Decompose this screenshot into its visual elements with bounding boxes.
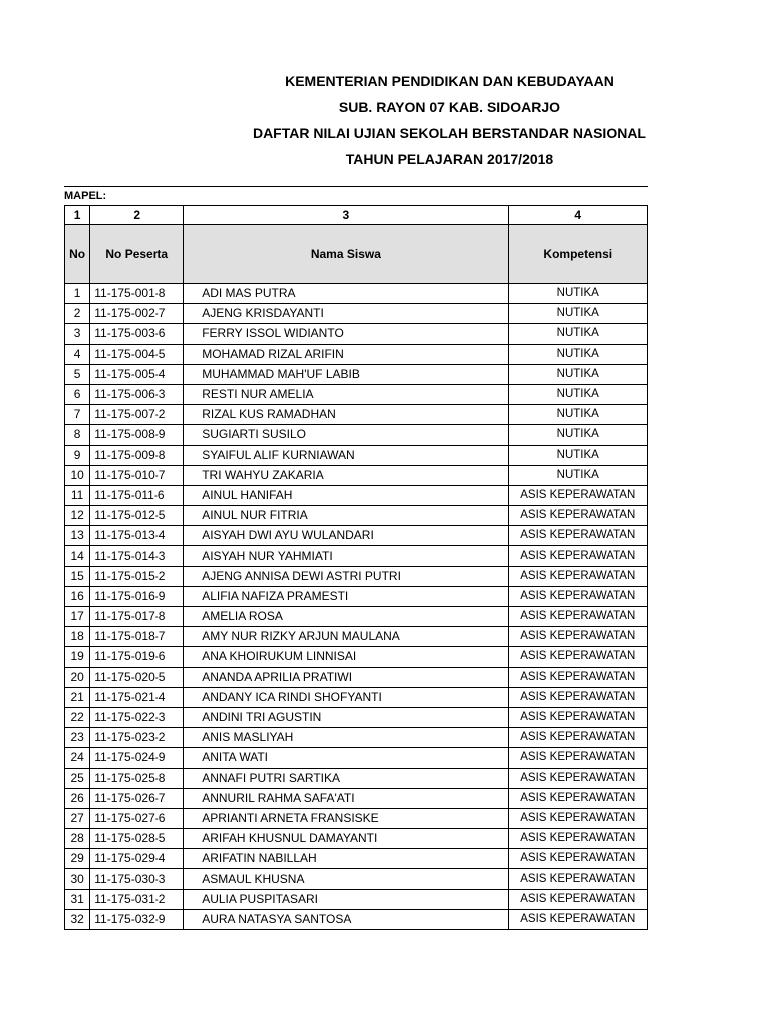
cell-no: 7 bbox=[65, 405, 90, 425]
cell-nama-siswa: ANIS MASLIYAH bbox=[184, 728, 508, 748]
cell-nama-siswa: ANDANY ICA RINDI SHOFYANTI bbox=[184, 687, 508, 707]
cell-nama-siswa: AMELIA ROSA bbox=[184, 607, 508, 627]
table-row bbox=[65, 344, 648, 364]
cell-nama-siswa: AURA NATASYA SANTOSA bbox=[184, 909, 508, 929]
table-row bbox=[65, 364, 648, 384]
cell-no: 2 bbox=[65, 304, 90, 324]
list-title: DAFTAR NILAI UJIAN SEKOLAH BERSTANDAR NASIONAL bbox=[252, 125, 646, 141]
cell-nama-siswa: APRIANTI ARNETA FRANSISKE bbox=[184, 808, 508, 828]
cell-nama-siswa: SUGIARTI SUSILO bbox=[184, 425, 508, 445]
cell-no: 22 bbox=[65, 707, 90, 727]
cell-no: 10 bbox=[65, 465, 90, 485]
cell-no: 1 bbox=[65, 284, 90, 304]
table-row bbox=[65, 526, 648, 546]
cell-kompetensi: NUTIKA bbox=[508, 364, 647, 384]
cell-no: 20 bbox=[65, 667, 90, 687]
academic-year-title: TAHUN PELAJARAN 2017/2018 bbox=[345, 151, 554, 167]
cell-nama-siswa: ADI MAS PUTRA bbox=[184, 284, 508, 304]
table-row bbox=[65, 384, 648, 404]
cell-no-peserta: 11-175-024-9 bbox=[90, 748, 184, 768]
cell-kompetensi: ASIS KEPERAWATAN bbox=[508, 627, 647, 647]
table-row bbox=[65, 889, 648, 909]
cell-no: 19 bbox=[65, 647, 90, 667]
cell-nama-siswa: MOHAMAD RIZAL ARIFIN bbox=[184, 344, 508, 364]
table-row bbox=[65, 465, 648, 485]
cell-no: 12 bbox=[65, 506, 90, 526]
cell-no-peserta: 11-175-016-9 bbox=[90, 586, 184, 606]
table-row bbox=[65, 748, 648, 768]
cell-kompetensi: ASIS KEPERAWATAN bbox=[508, 829, 647, 849]
cell-nama-siswa: AINUL HANIFAH bbox=[184, 485, 508, 505]
cell-no: 21 bbox=[65, 687, 90, 707]
cell-nama-siswa: TRI WAHYU ZAKARIA bbox=[184, 465, 508, 485]
cell-no-peserta: 11-175-009-8 bbox=[90, 445, 184, 465]
cell-no-peserta: 11-175-004-5 bbox=[90, 344, 184, 364]
column-number-row bbox=[65, 206, 648, 225]
cell-kompetensi: ASIS KEPERAWATAN bbox=[508, 707, 647, 727]
cell-no: 5 bbox=[65, 364, 90, 384]
table-row bbox=[65, 425, 648, 445]
cell-kompetensi: NUTIKA bbox=[508, 384, 647, 404]
cell-no: 25 bbox=[65, 768, 90, 788]
cell-no-peserta: 11-175-017-8 bbox=[90, 607, 184, 627]
cell-kompetensi: ASIS KEPERAWATAN bbox=[508, 788, 647, 808]
cell-no-peserta: 11-175-015-2 bbox=[90, 566, 184, 586]
cell-no: 26 bbox=[65, 788, 90, 808]
cell-kompetensi: NUTIKA bbox=[508, 284, 647, 304]
cell-no-peserta: 11-175-019-6 bbox=[90, 647, 184, 667]
cell-kompetensi: NUTIKA bbox=[508, 465, 647, 485]
cell-no: 31 bbox=[65, 889, 90, 909]
cell-nama-siswa: AULIA PUSPITASARI bbox=[184, 889, 508, 909]
cell-no: 18 bbox=[65, 627, 90, 647]
cell-kompetensi: ASIS KEPERAWATAN bbox=[508, 849, 647, 869]
cell-no-peserta: 11-175-018-7 bbox=[90, 627, 184, 647]
cell-nama-siswa: RIZAL KUS RAMADHAN bbox=[184, 405, 508, 425]
table-row bbox=[65, 485, 648, 505]
table-row bbox=[65, 768, 648, 788]
cell-kompetensi: ASIS KEPERAWATAN bbox=[508, 768, 647, 788]
ministry-title: KEMENTERIAN PENDIDIKAN DAN KEBUDAYAAN bbox=[285, 73, 614, 89]
cell-no: 30 bbox=[65, 869, 90, 889]
cell-no-peserta: 11-175-007-2 bbox=[90, 405, 184, 425]
column-number: 1 bbox=[65, 206, 90, 225]
cell-nama-siswa: FERRY ISSOL WIDIANTO bbox=[184, 324, 508, 344]
cell-kompetensi: NUTIKA bbox=[508, 405, 647, 425]
cell-nama-siswa: ANANDA APRILIA PRATIWI bbox=[184, 667, 508, 687]
cell-no: 24 bbox=[65, 748, 90, 768]
table-row bbox=[65, 405, 648, 425]
cell-no: 29 bbox=[65, 849, 90, 869]
cell-nama-siswa: ARIFATIN NABILLAH bbox=[184, 849, 508, 869]
cell-no: 8 bbox=[65, 425, 90, 445]
cell-no-peserta: 11-175-001-8 bbox=[90, 284, 184, 304]
cell-no-peserta: 11-175-013-4 bbox=[90, 526, 184, 546]
cell-no-peserta: 11-175-029-4 bbox=[90, 849, 184, 869]
table-row bbox=[65, 284, 648, 304]
column-number: 2 bbox=[90, 206, 184, 225]
cell-nama-siswa: AMY NUR RIZKY ARJUN MAULANA bbox=[184, 627, 508, 647]
cell-no-peserta: 11-175-014-3 bbox=[90, 546, 184, 566]
cell-kompetensi: ASIS KEPERAWATAN bbox=[508, 566, 647, 586]
cell-kompetensi: NUTIKA bbox=[508, 445, 647, 465]
cell-kompetensi: ASIS KEPERAWATAN bbox=[508, 506, 647, 526]
column-header-row bbox=[65, 225, 648, 284]
cell-nama-siswa: AJENG ANNISA DEWI ASTRI PUTRI bbox=[184, 566, 508, 586]
cell-nama-siswa: ANNAFI PUTRI SARTIKA bbox=[184, 768, 508, 788]
cell-no-peserta: 11-175-031-2 bbox=[90, 889, 184, 909]
cell-nama-siswa: ANNURIL RAHMA SAFA'ATI bbox=[184, 788, 508, 808]
cell-nama-siswa: ANITA WATI bbox=[184, 748, 508, 768]
cell-nama-siswa: SYAIFUL ALIF KURNIAWAN bbox=[184, 445, 508, 465]
cell-kompetensi: ASIS KEPERAWATAN bbox=[508, 586, 647, 606]
cell-no-peserta: 11-175-012-5 bbox=[90, 506, 184, 526]
cell-no-peserta: 11-175-011-6 bbox=[90, 485, 184, 505]
cell-no-peserta: 11-175-032-9 bbox=[90, 909, 184, 929]
cell-no-peserta: 11-175-020-5 bbox=[90, 667, 184, 687]
table-row bbox=[65, 829, 648, 849]
sub-rayon-title: SUB. RAYON 07 KAB. SIDOARJO bbox=[338, 99, 561, 115]
cell-no: 6 bbox=[65, 384, 90, 404]
table-row bbox=[65, 304, 648, 324]
table-row bbox=[65, 808, 648, 828]
table-row bbox=[65, 707, 648, 727]
cell-nama-siswa: AISYAH DWI AYU WULANDARI bbox=[184, 526, 508, 546]
column-number: 4 bbox=[508, 206, 647, 225]
cell-no: 23 bbox=[65, 728, 90, 748]
cell-no-peserta: 11-175-021-4 bbox=[90, 687, 184, 707]
cell-kompetensi: ASIS KEPERAWATAN bbox=[508, 485, 647, 505]
table-row bbox=[65, 586, 648, 606]
cell-no: 4 bbox=[65, 344, 90, 364]
header-no-peserta: No Peserta bbox=[90, 225, 184, 284]
cell-no: 9 bbox=[65, 445, 90, 465]
cell-kompetensi: ASIS KEPERAWATAN bbox=[508, 748, 647, 768]
cell-no-peserta: 11-175-025-8 bbox=[90, 768, 184, 788]
cell-no-peserta: 11-175-022-3 bbox=[90, 707, 184, 727]
cell-no-peserta: 11-175-030-3 bbox=[90, 869, 184, 889]
header-nama-siswa: Nama Siswa bbox=[184, 225, 508, 284]
cell-no-peserta: 11-175-026-7 bbox=[90, 788, 184, 808]
cell-kompetensi: ASIS KEPERAWATAN bbox=[508, 607, 647, 627]
table-row bbox=[65, 546, 648, 566]
cell-no-peserta: 11-175-005-4 bbox=[90, 364, 184, 384]
header-no: No bbox=[65, 225, 90, 284]
table-row bbox=[65, 607, 648, 627]
cell-no-peserta: 11-175-006-3 bbox=[90, 384, 184, 404]
table-row bbox=[65, 909, 648, 929]
cell-no: 27 bbox=[65, 808, 90, 828]
cell-nama-siswa: ALIFIA NAFIZA PRAMESTI bbox=[184, 586, 508, 606]
cell-no: 17 bbox=[65, 607, 90, 627]
cell-nama-siswa: AISYAH NUR YAHMIATI bbox=[184, 546, 508, 566]
cell-nama-siswa: ARIFAH KHUSNUL DAMAYANTI bbox=[184, 829, 508, 849]
cell-no-peserta: 11-175-008-9 bbox=[90, 425, 184, 445]
cell-nama-siswa: MUHAMMAD MAH'UF LABIB bbox=[184, 364, 508, 384]
cell-kompetensi: ASIS KEPERAWATAN bbox=[508, 667, 647, 687]
table-row bbox=[65, 324, 648, 344]
cell-no: 16 bbox=[65, 586, 90, 606]
cell-no: 14 bbox=[65, 546, 90, 566]
cell-kompetensi: NUTIKA bbox=[508, 304, 647, 324]
cell-no: 28 bbox=[65, 829, 90, 849]
cell-no-peserta: 11-175-028-5 bbox=[90, 829, 184, 849]
cell-kompetensi: ASIS KEPERAWATAN bbox=[508, 728, 647, 748]
mapel-label: MAPEL: bbox=[64, 186, 648, 205]
table-row bbox=[65, 445, 648, 465]
cell-kompetensi: ASIS KEPERAWATAN bbox=[508, 687, 647, 707]
column-number: 3 bbox=[184, 206, 508, 225]
document-header bbox=[253, 68, 646, 172]
table-row bbox=[65, 667, 648, 687]
cell-kompetensi: NUTIKA bbox=[508, 324, 647, 344]
cell-no-peserta: 11-175-010-7 bbox=[90, 465, 184, 485]
cell-no-peserta: 11-175-002-7 bbox=[90, 304, 184, 324]
cell-no: 11 bbox=[65, 485, 90, 505]
cell-nama-siswa: ASMAUL KHUSNA bbox=[184, 869, 508, 889]
cell-nama-siswa: ANA KHOIRUKUM LINNISAI bbox=[184, 647, 508, 667]
cell-nama-siswa: AJENG KRISDAYANTI bbox=[184, 304, 508, 324]
cell-kompetensi: ASIS KEPERAWATAN bbox=[508, 526, 647, 546]
cell-no-peserta: 11-175-027-6 bbox=[90, 808, 184, 828]
cell-nama-siswa: RESTI NUR AMELIA bbox=[184, 384, 508, 404]
cell-nama-siswa: AINUL NUR FITRIA bbox=[184, 506, 508, 526]
cell-nama-siswa: ANDINI TRI AGUSTIN bbox=[184, 707, 508, 727]
table-row bbox=[65, 566, 648, 586]
cell-kompetensi: NUTIKA bbox=[508, 425, 647, 445]
cell-kompetensi: ASIS KEPERAWATAN bbox=[508, 909, 647, 929]
cell-no: 3 bbox=[65, 324, 90, 344]
cell-no: 32 bbox=[65, 909, 90, 929]
cell-kompetensi: ASIS KEPERAWATAN bbox=[508, 546, 647, 566]
table-row bbox=[65, 687, 648, 707]
cell-kompetensi: ASIS KEPERAWATAN bbox=[508, 869, 647, 889]
student-table bbox=[64, 205, 648, 930]
table-row bbox=[65, 869, 648, 889]
table-row bbox=[65, 849, 648, 869]
header-kompetensi: Kompetensi bbox=[508, 225, 647, 284]
cell-no: 15 bbox=[65, 566, 90, 586]
cell-no-peserta: 11-175-023-2 bbox=[90, 728, 184, 748]
table-row bbox=[65, 506, 648, 526]
table-body bbox=[65, 284, 648, 930]
table-row bbox=[65, 647, 648, 667]
table-row bbox=[65, 728, 648, 748]
cell-no-peserta: 11-175-003-6 bbox=[90, 324, 184, 344]
table-row bbox=[65, 788, 648, 808]
cell-kompetensi: ASIS KEPERAWATAN bbox=[508, 647, 647, 667]
cell-kompetensi: ASIS KEPERAWATAN bbox=[508, 889, 647, 909]
cell-kompetensi: ASIS KEPERAWATAN bbox=[508, 808, 647, 828]
cell-no: 13 bbox=[65, 526, 90, 546]
table-row bbox=[65, 627, 648, 647]
cell-kompetensi: NUTIKA bbox=[508, 344, 647, 364]
